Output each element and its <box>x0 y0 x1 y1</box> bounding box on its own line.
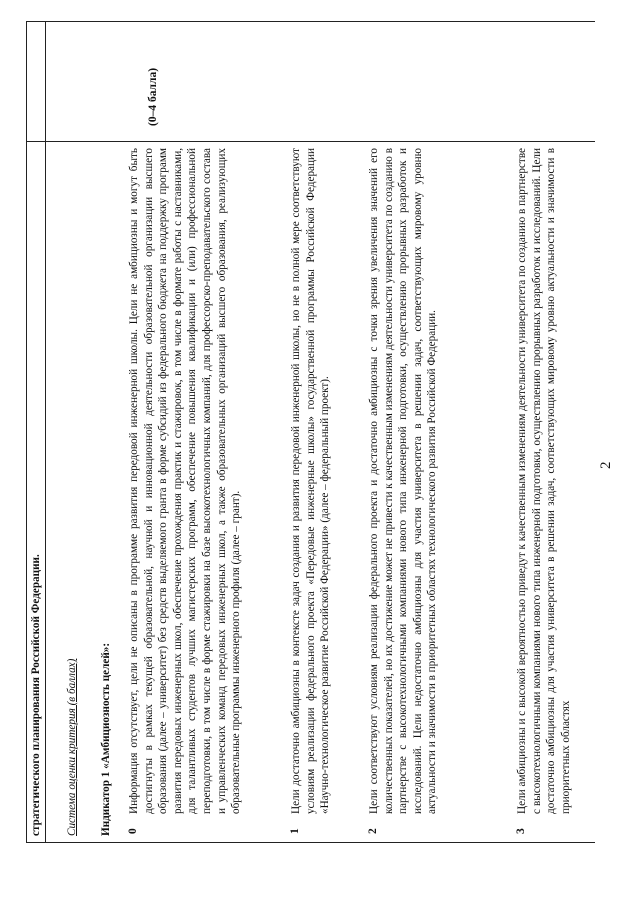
criteria-table <box>26 21 595 843</box>
strategic-line: стратегического планирования Российской Федерации. <box>30 554 42 836</box>
level-description: Цели амбициозны и с высокой вероятностью приведут к качественным изменениям деятельности университета по созданию в партнерстве с высокотехнологичными компаниями нового типа инженерной подготовки, осуществлению прорывных разработок и исследований. Цели достаточно амбициозны для участия университета в решении задач, соответствующих мировому уровню актуальности и значимости в приоритетных областях <box>516 148 572 814</box>
header-divider <box>45 22 46 842</box>
level-score: 0 <box>127 828 139 834</box>
indicator-title: Индикатор 1 «Амбициозность целей»: <box>100 642 112 836</box>
level-score: 3 <box>515 828 527 834</box>
level-description: Цели соответствуют условиям реализации федерального проекта и достаточно амбициозны с точки зрения увеличения значений его количественных показателей, но их достижение может не привести к качественным изменениям деятельности университета по созданию в партнерстве с высокотехнологичными компаниями нового типа инженерной подготовки, осуществлению прорывных разработок и исследований. Цели недостаточно амбициозны для участия университета в решении задач, соответствующих мировому уровню актуальности и значимости в приоритетных областях технологического развития Российской Федерации. <box>368 148 439 814</box>
level-score: 2 <box>367 828 379 834</box>
page-number: 2 <box>598 461 614 469</box>
level-description: Информация отсутствует, цели не описаны в программе развития передовой инженерной школы. Цели не амбициозны и могут быть достигнуты в рамках текущей образовательной, научной и инновационной деятельности образовательной организации высшего образования (далее – университет) без средств выделяемого гранта в форме субсидий из федерального бюджета на поддержку программ развития передовых инженерных школ, обеспечение прохождения практик и стажировок, в том числе в формате работы с наставниками, для талантливых студентов лучших магистерских программ, обеспечение повышения квалификации и (или) профессиональной переподготовки, в том числе в форме стажировки на базе высокотехнологичных компаний, для профессорско-преподавательского состава и управленческих команд передовых инженерных школ, а также образовательных организаций высшего образования, реализующих образовательные программы инженерного профиля (далее – грант). <box>128 148 243 814</box>
level-score: 1 <box>289 828 301 834</box>
level-description: Цели достаточно амбициозны в контексте задач создания и развития передовой инженерной школы, но не в полной мере соответствуют условиям реализации федерального проекта «Передовые инженерные школы» государственной программы Российской Федерации «Научно-технологическое развитие Российской Федерации» (далее – федеральный проект). <box>290 148 332 814</box>
score-range: (0–4 балла) <box>147 67 159 126</box>
column-divider <box>27 141 595 142</box>
system-label: Система оценки критерия (в баллах) <box>66 658 78 836</box>
